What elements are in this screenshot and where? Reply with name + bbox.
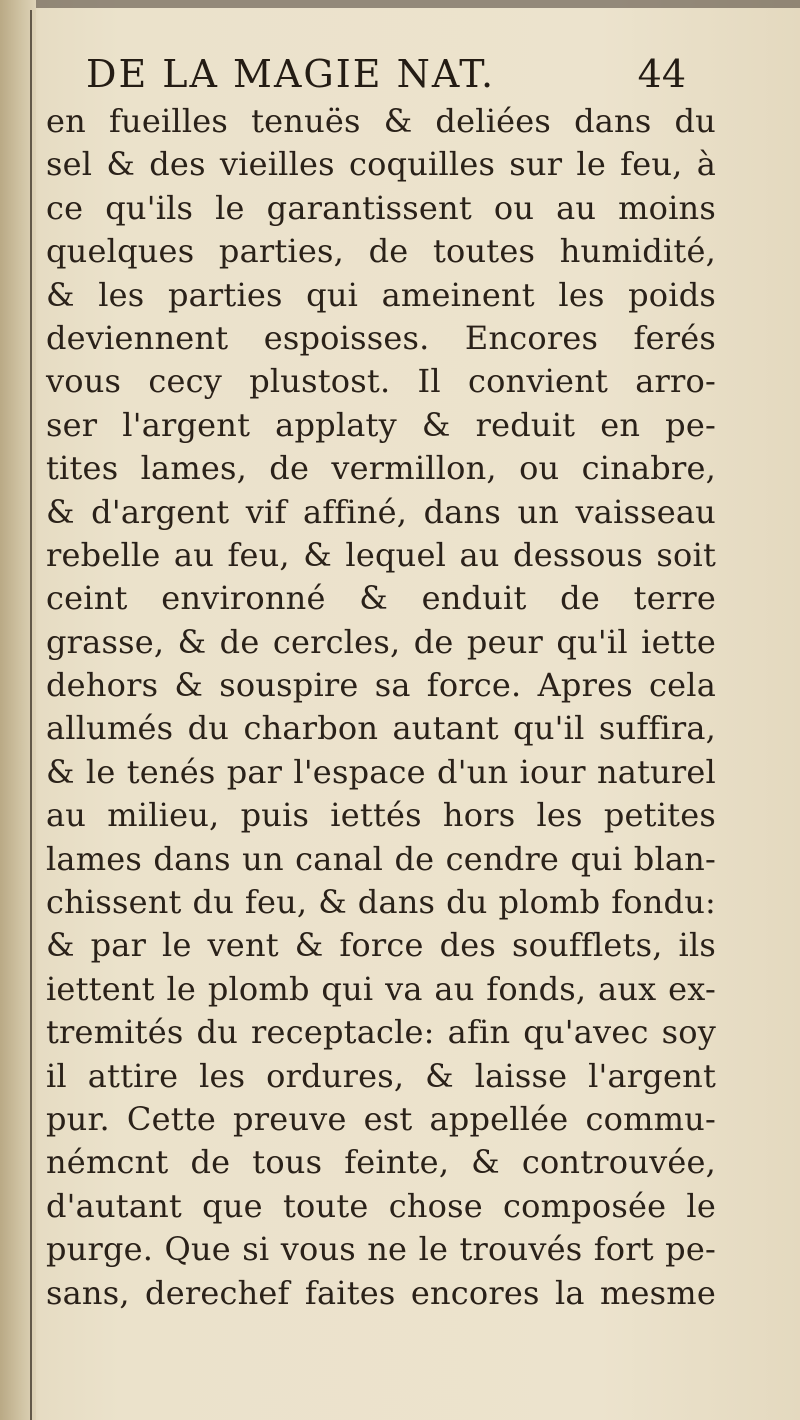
text-line: tremités du receptacle: afin qu'avec soy <box>46 1013 716 1052</box>
text-line: dehors & souspire sa force. Apres cela <box>46 666 716 705</box>
text-line: purge. Que si vous ne le trouvés fort pe- <box>46 1230 716 1269</box>
text-line: quelques parties, de toutes humidité, <box>46 232 716 271</box>
text-line: lames dans un canal de cendre qui blan- <box>46 839 716 878</box>
text-line: & par le vent & force des soufflets, ils <box>46 926 716 965</box>
text-line: chissent du feu, & dans du plomb fondu: <box>46 883 716 922</box>
text-line: rebelle au feu, & lequel au dessous soit <box>46 535 716 574</box>
text-line: & d'argent vif affiné, dans un vaisseau <box>46 492 716 531</box>
text-line: sel & des vieilles coquilles sur le feu, à <box>46 145 716 184</box>
text-line: ceint environné & enduit de terre <box>46 579 716 618</box>
text-line: en fueilles tenuës & deliées dans du <box>46 102 716 140</box>
text-line: & les parties qui ameinent les poids <box>46 275 716 314</box>
text-line: pur. Cette preuve est appellée commu- <box>46 1099 716 1138</box>
text-line: & le tenés par l'espace d'un iour naturel <box>46 752 716 791</box>
text-line: allumés du charbon autant qu'il suffira, <box>46 709 716 748</box>
text-line: tites lames, de vermillon, ou cinabre, <box>46 449 716 488</box>
text-line: d'autant que toute chose composée le <box>46 1186 716 1225</box>
text-line: sans, derechef faites encores la mesme <box>46 1273 716 1312</box>
body-text <box>46 100 716 1315</box>
text-line: il attire les ordures, & laisse l'argent <box>46 1056 716 1095</box>
text-line: au milieu, puis iettés hors les petites <box>46 796 716 835</box>
text-line: ser l'argent applaty & reduit en pe- <box>46 405 716 444</box>
text-line: deviennent espoisses. Encores ferés <box>46 318 716 357</box>
page-top-edge <box>0 0 800 8</box>
text-line: ce qu'ils le garantissent ou au moins <box>46 188 716 227</box>
text-line: némcnt de tous feinte, & controuvée, <box>46 1143 716 1182</box>
page-header <box>86 52 686 100</box>
text-line: grasse, & de cercles, de peur qu'il iette <box>46 622 716 661</box>
text-line: vous cecy plustost. Il convient arro- <box>46 362 716 401</box>
text-line: iettent le plomb qui va au fonds, aux ex- <box>46 969 716 1008</box>
page-number: 44 <box>637 52 686 96</box>
page-fold-line <box>30 10 32 1420</box>
running-head: DE LA MAGIE NAT. <box>86 52 496 96</box>
